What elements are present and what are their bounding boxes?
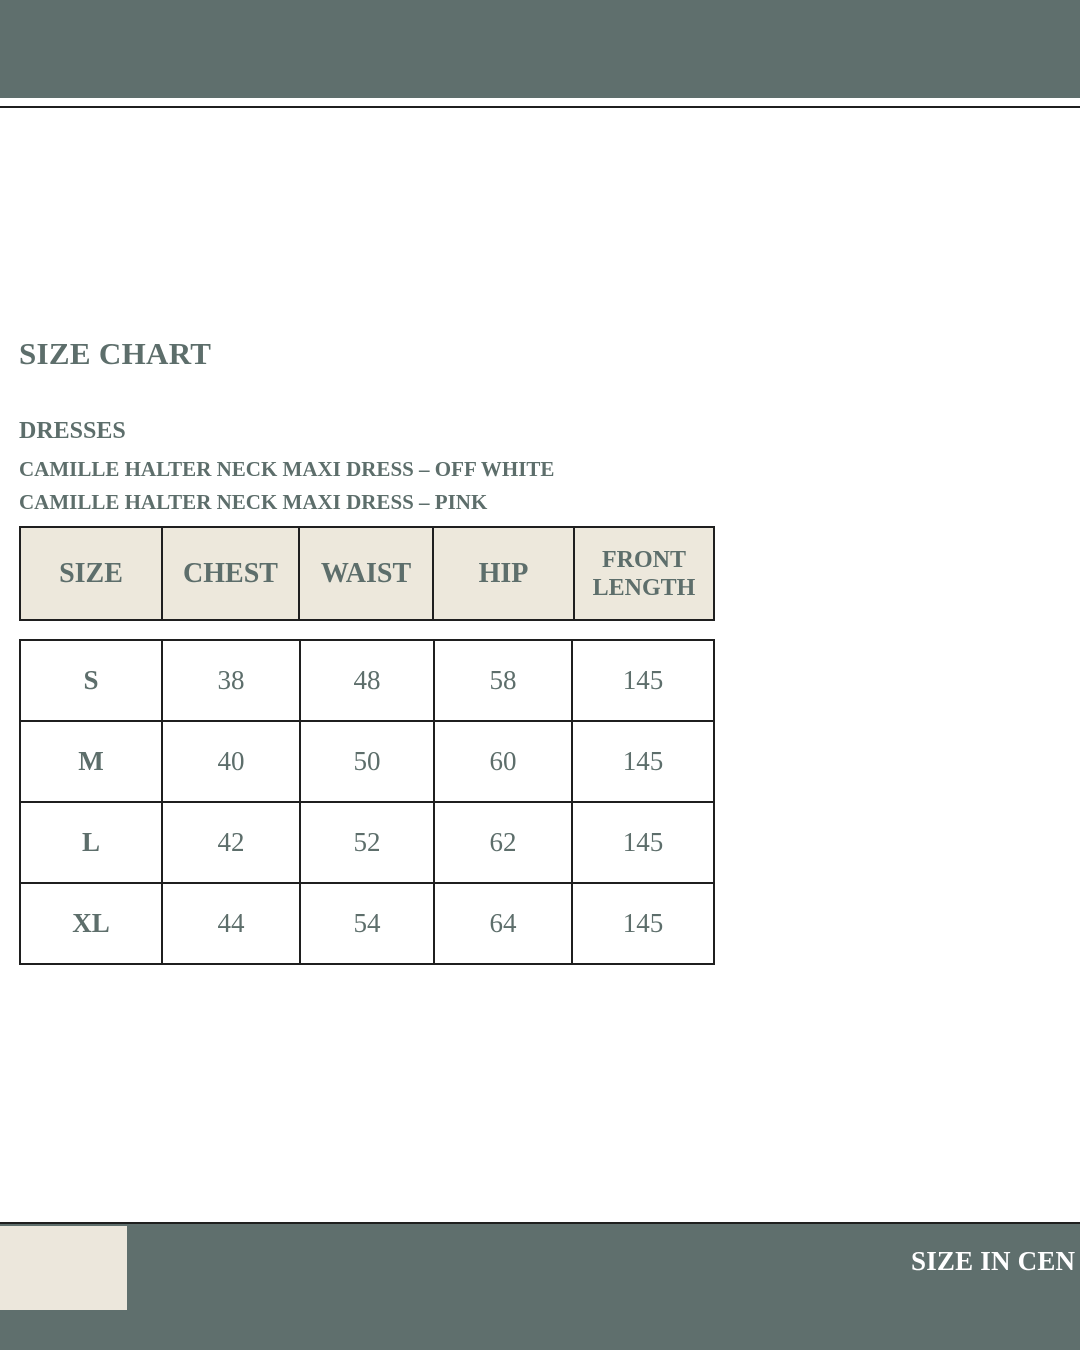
table-row xyxy=(20,883,714,964)
front-length-value: 145 xyxy=(572,802,714,883)
chest-value: 40 xyxy=(162,721,300,802)
waist-value: 54 xyxy=(300,883,434,964)
table-row xyxy=(20,640,714,721)
units-note: SIZE IN CEN xyxy=(911,1246,1076,1276)
chest-value: 42 xyxy=(162,802,300,883)
column-header-size: SIZE xyxy=(20,527,162,620)
top-banner xyxy=(0,0,1080,98)
column-header-chest: CHEST xyxy=(162,527,299,620)
hip-value: 64 xyxy=(434,883,572,964)
waist-value: 50 xyxy=(300,721,434,802)
product-name-pink: CAMILLE HALTER NECK MAXI DRESS – PINK xyxy=(19,490,488,514)
column-header-front-length: FRONT LENGTH xyxy=(574,527,714,620)
waist-value: 48 xyxy=(300,640,434,721)
size-table-body xyxy=(19,639,715,965)
hip-value: 58 xyxy=(434,640,572,721)
product-name-off-white: CAMILLE HALTER NECK MAXI DRESS – OFF WHITE xyxy=(19,457,555,481)
top-divider xyxy=(0,106,1080,108)
table-row xyxy=(20,721,714,802)
front-length-value: 145 xyxy=(572,721,714,802)
size-label: L xyxy=(20,802,162,883)
front-length-value: 145 xyxy=(572,883,714,964)
column-header-waist: WAIST xyxy=(299,527,433,620)
size-label: M xyxy=(20,721,162,802)
hip-value: 62 xyxy=(434,802,572,883)
category-heading: DRESSES xyxy=(19,418,126,444)
footer-swatch xyxy=(0,1226,127,1310)
front-length-value: 145 xyxy=(572,640,714,721)
bottom-banner xyxy=(0,1224,1080,1350)
column-header-hip: HIP xyxy=(433,527,574,620)
table-row xyxy=(20,802,714,883)
size-label: S xyxy=(20,640,162,721)
chest-value: 38 xyxy=(162,640,300,721)
hip-value: 60 xyxy=(434,721,572,802)
size-label: XL xyxy=(20,883,162,964)
chest-value: 44 xyxy=(162,883,300,964)
size-table-header xyxy=(19,526,715,621)
header-row xyxy=(20,527,714,620)
page-title: SIZE CHART xyxy=(19,336,212,371)
waist-value: 52 xyxy=(300,802,434,883)
